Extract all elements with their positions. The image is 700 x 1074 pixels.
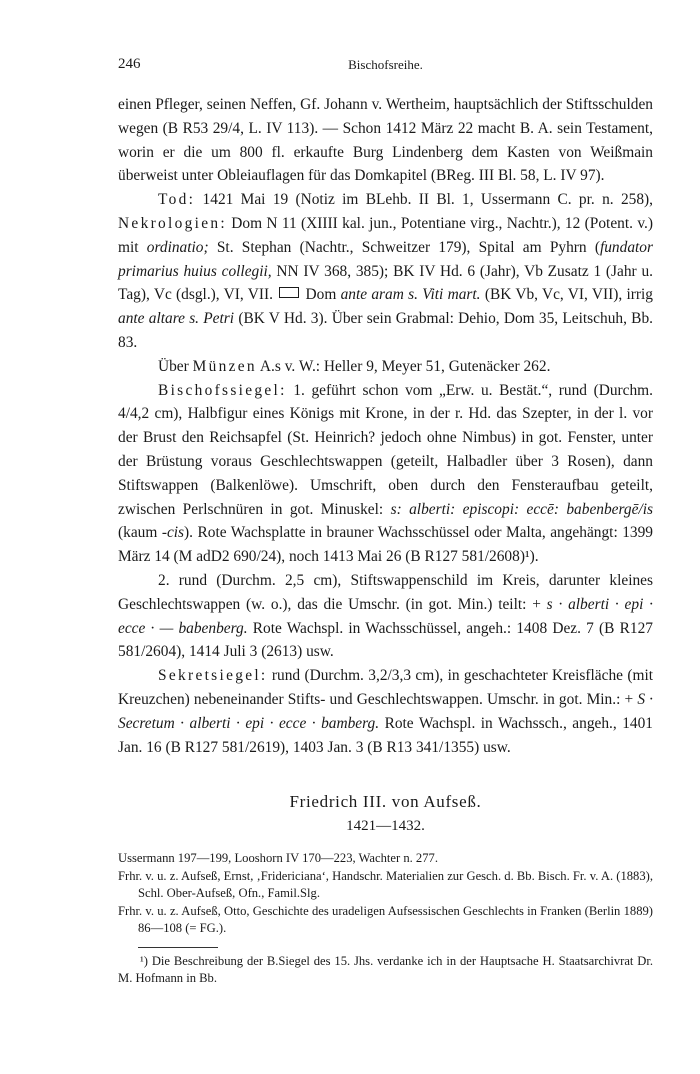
paragraph-testament: einen Pfleger, seinen Neffen, Gf. Johann v. Wertheim, hauptsächlich der Stiftsschulden wegen (B R53 29/4, L. IV 113). — Schon 1412 März 22 macht B. A. sein Testament, worin er die um 800 fl. erkaufte Burg Lindenberg dem Kasten von Weißmain überweist unter Obleiauflagen für das Domkapitel (BReg. III Bl. 58, L. IV 97). xyxy=(118,96,653,185)
grave-symbol-icon xyxy=(279,287,299,298)
section-heading xyxy=(118,790,653,838)
label-sekretsiegel: Sekretsiegel: xyxy=(158,667,268,685)
footnote: ¹) Die Beschreibung der B.Siegel des 15. Jhs. verdanke ich in der Hauptsache H. Staatsarchivrat Dr. M. Hofmann in Bb. xyxy=(118,953,653,986)
page xyxy=(118,56,653,988)
paragraph-secret-seal: Sekretsiegel: rund (Durchm. 3,2/3,3 cm), in geschachteter Kreisfläche (mit Kreuzchen) nebeneinander Stifts- und Geschlechtswappen. Umschr. in got. Min.: + S · Secretum · alberti · epi · ecce · bamberg. Rote Wachspl. in Wachssch., angeh., 1401 Jan. 16 (B R127 581/2619), 1403 Jan. 3 (B R13 341/1355) usw. xyxy=(118,667,654,756)
main-text xyxy=(118,93,653,759)
label-muenzen: Münzen xyxy=(192,357,257,375)
paragraph-bishop-seal: Bischofssiegel: 1. geführt schon vom „Erw. u. Bestät.“, rund (Durchm. 4/4,2 cm), Halbfigur eines Königs mit Krone, in der r. Hd. das Szepter, in der l. vor der Brust den Reichsapfel (St. Heinrich? jedoch ohne Nimbus) in got. Fenster, unter der Brüstung voraus Geschlechtswappen (geteilt, Halbadler über 3 Rosen), dann Stiftswappen (Balkenlöwe). Umschrift, oben durch den Fensteraufbau geteilt, zwischen Perlschnüren in got. Minuskel: s: alberti: episcopi: eccē: babenbergē/is (kaum -cis). Rote Wachsplatte in brauner Wachsschüssel oder Malta, angehängt: 1399 März 14 (M adD2 690/24), noch 1413 Mai 26 (B R127 581/2608)¹). xyxy=(118,381,653,566)
paragraph-seal-2: 2. rund (Durchm. 2,5 cm), Stiftswappenschild im Kreis, darunter kleines Geschlechtswappen (w. o.), das die Umschr. (in got. Min.) teilt: + s · alberti · epi · ecce · — babenberg. Rote Wachspl. in Wachsschüssel, angeh.: 1408 Dez. 7 (B R127 581/2604), 1414 Juli 3 (2613) usw. xyxy=(118,571,654,661)
paragraph-death: Tod: 1421 Mai 19 (Notiz im BLehb. II Bl. 1, Ussermann C. pr. n. 258), Nekrologien: Dom N 11 (XIIII kal. jun., Potentiane virg., Nachtr.), 12 (Potent. v.) mit ordinatio; St. Stephan (Nachtr., Schweitzer 179), Spital am Pyhrn (fundator primarius huius collegii, NN IV 368, 385); BK IV Hd. 6 (Jahr), Vb Zusatz 1 (Jahr u. Tag), Vc (dsgl.), VI, VII. Dom ante aram s. Viti mart. (BK Vb, Vc, VI, VII), irrig ante altare s. Petri (BK V Hd. 3). Über sein Grabmal: Dehio, Dom 35, Leitschuh, Bb. 83. xyxy=(118,191,653,351)
literature-list xyxy=(118,850,653,938)
literature-entry: Ussermann 197—199, Looshorn IV 170—223, Wachter n. 277. xyxy=(118,851,438,866)
label-tod: Tod: xyxy=(158,191,196,209)
page-number: 246 xyxy=(118,56,141,72)
label-nekrologien: Nekrologien: xyxy=(118,214,227,232)
footnote-rule xyxy=(138,947,218,948)
section-years: 1421—1432. xyxy=(346,818,425,835)
section-title: Friedrich III. von Aufseß. xyxy=(289,792,482,812)
page-header xyxy=(118,56,653,76)
literature-entry: Frhr. v. u. z. Aufseß, Ernst, ‚Fridericiana‘, Handschr. Materialien zur Gesch. d. Bb. Bisch. Fr. v. A. (1883), Schl. Ober-Aufseß, Ofn., Famil.Slg. xyxy=(118,868,653,901)
literature-entry: Frhr. v. u. z. Aufseß, Otto, Geschichte des uradeligen Aufsessischen Geschlechts in Franken (Berlin 1889) 86—108 (= FG.). xyxy=(118,903,653,936)
running-title: Bischofsreihe. xyxy=(348,57,423,72)
label-bischofssiegel: Bischofssiegel: xyxy=(158,381,287,399)
paragraph-coins: Über Münzen A.s v. W.: Heller 9, Meyer 51, Gutenäcker 262. xyxy=(158,357,551,375)
